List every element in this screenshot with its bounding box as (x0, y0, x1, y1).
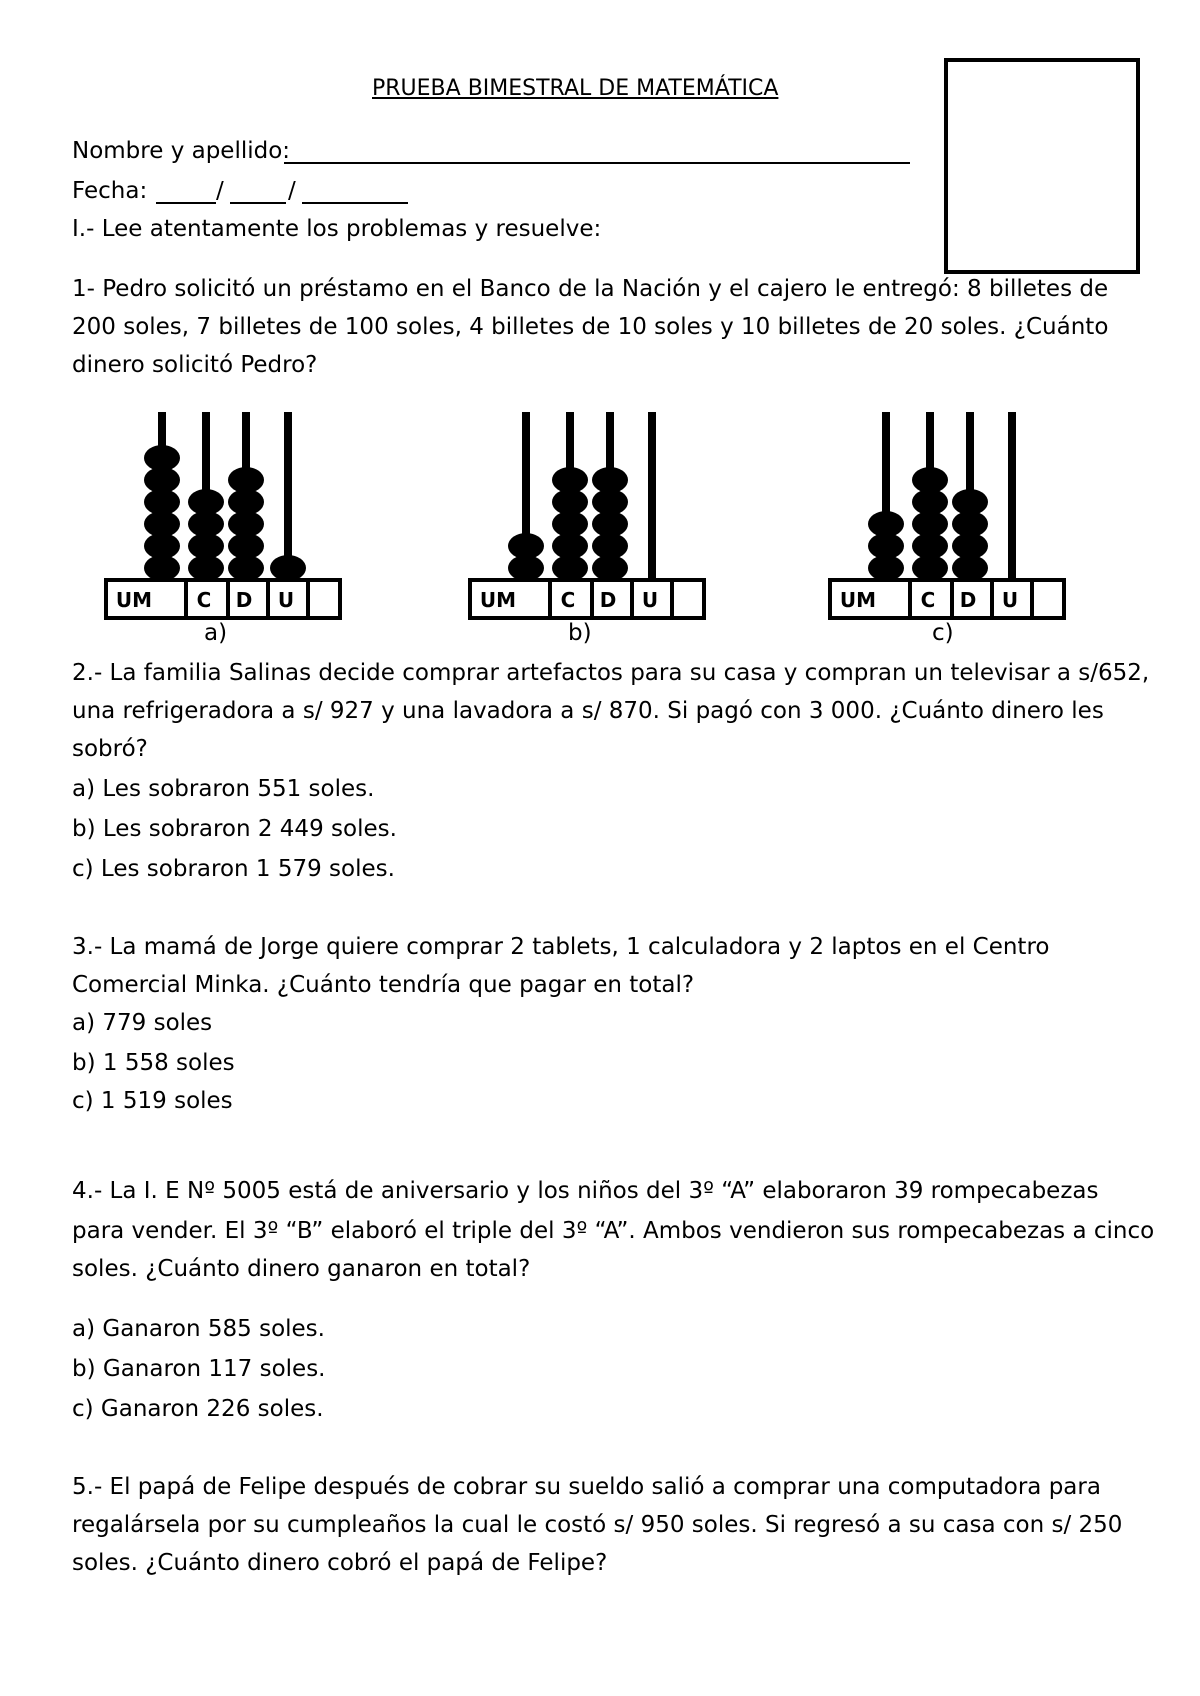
question-5-line: soles. ¿Cuánto dinero cobró el papá de Felipe? (72, 1550, 608, 1576)
abacus-rod (648, 412, 656, 582)
date-separator: / (216, 178, 224, 204)
question-2-line: sobró? (72, 736, 148, 762)
question-2-option-b[interactable]: b) Les sobraron 2 449 soles. (72, 816, 397, 842)
abacus-bead (552, 467, 588, 493)
abacus-column-label: D (599, 588, 617, 612)
abacus-column-label: UM (115, 588, 153, 612)
question-2-line: una refrigeradora a s/ 927 y una lavadora a s/ 870. Si pagó con 3 000. ¿Cuánto dinero les (72, 698, 1104, 724)
name-label: Nombre y apellido: (72, 138, 291, 164)
date-month-field[interactable] (230, 202, 286, 204)
abacus-bead (508, 533, 544, 559)
abacus-bead (188, 489, 224, 515)
abacus-a (104, 400, 344, 622)
question-4-option-c[interactable]: c) Ganaron 226 soles. (72, 1396, 324, 1422)
question-2-option-a[interactable]: a) Les sobraron 551 soles. (72, 776, 375, 802)
abacus-rod (1008, 412, 1016, 582)
page-title: PRUEBA BIMESTRAL DE MATEMÁTICA (372, 76, 779, 101)
question-4-line: 4.- La I. E Nº 5005 está de aniversario y los niños del 3º “A” elaboraron 39 rompecabezas (72, 1178, 1099, 1204)
question-3-option-a[interactable]: a) 779 soles (72, 1010, 213, 1036)
abacus-bead (912, 467, 948, 493)
photo-box (944, 58, 1140, 274)
abacus-bead (952, 489, 988, 515)
question-2-line: 2.- La familia Salinas decide comprar artefactos para su casa y compran un televisar a s/652, (72, 660, 1150, 686)
date-label: Fecha: (72, 178, 148, 204)
abacus-column-label: C (196, 588, 212, 612)
question-3-line: 3.- La mamá de Jorge quiere comprar 2 tablets, 1 calculadora y 2 laptos en el Centro (72, 934, 1050, 960)
abacus-column-label: D (235, 588, 253, 612)
abacus-column-label: UM (839, 588, 877, 612)
question-4-option-b[interactable]: b) Ganaron 117 soles. (72, 1356, 326, 1382)
name-field[interactable] (284, 162, 910, 164)
question-1-line: dinero solicitó Pedro? (72, 352, 318, 378)
date-day-field[interactable] (156, 202, 216, 204)
question-4-option-a[interactable]: a) Ganaron 585 soles. (72, 1316, 325, 1342)
abacus-a-label: a) (204, 620, 228, 646)
question-5-line: 5.- El papá de Felipe después de cobrar su sueldo salió a comprar una computadora para (72, 1474, 1101, 1500)
abacus-column-label: U (641, 588, 659, 612)
abacus-drawing (468, 400, 708, 622)
abacus-bead (270, 555, 306, 581)
question-4-line: para vender. El 3º “B” elaboró el triple del 3º “A”. Ambos vendieron sus rompecabezas a cinco (72, 1218, 1155, 1244)
instruction-text: I.- Lee atentamente los problemas y resuelve: (72, 216, 602, 242)
question-2-option-c[interactable]: c) Les sobraron 1 579 soles. (72, 856, 395, 882)
abacus-drawing (104, 400, 344, 622)
question-1-line: 1- Pedro solicitó un préstamo en el Banco de la Nación y el cajero le entregó: 8 billetes de (72, 276, 1109, 302)
abacus-b (468, 400, 708, 622)
abacus-drawing (828, 400, 1068, 622)
date-separator: / (288, 178, 296, 204)
abacus-column-label: UM (479, 588, 517, 612)
abacus-column-label: D (959, 588, 977, 612)
abacus-bead (144, 445, 180, 471)
question-3-line: Comercial Minka. ¿Cuánto tendría que pagar en total? (72, 972, 695, 998)
abacus-column-label: U (1001, 588, 1019, 612)
abacus-c (828, 400, 1068, 622)
abacus-bead (228, 467, 264, 493)
question-4-line: soles. ¿Cuánto dinero ganaron en total? (72, 1256, 531, 1282)
abacus-column-label: U (277, 588, 295, 612)
abacus-c-label: c) (932, 620, 954, 646)
question-1-line: 200 soles, 7 billetes de 100 soles, 4 billetes de 10 soles y 10 billetes de 20 soles. ¿Cuánto (72, 314, 1109, 340)
abacus-column-label: C (560, 588, 576, 612)
date-year-field[interactable] (302, 202, 408, 204)
question-5-line: regalársela por su cumpleaños la cual le costó s/ 950 soles. Si regresó a su casa con s/ 250 (72, 1512, 1123, 1538)
abacus-bead (592, 467, 628, 493)
abacus-b-label: b) (568, 620, 592, 646)
abacus-bead (868, 511, 904, 537)
abacus-column-label: C (920, 588, 936, 612)
question-3-option-c[interactable]: c) 1 519 soles (72, 1088, 233, 1114)
question-3-option-b[interactable]: b) 1 558 soles (72, 1050, 235, 1076)
